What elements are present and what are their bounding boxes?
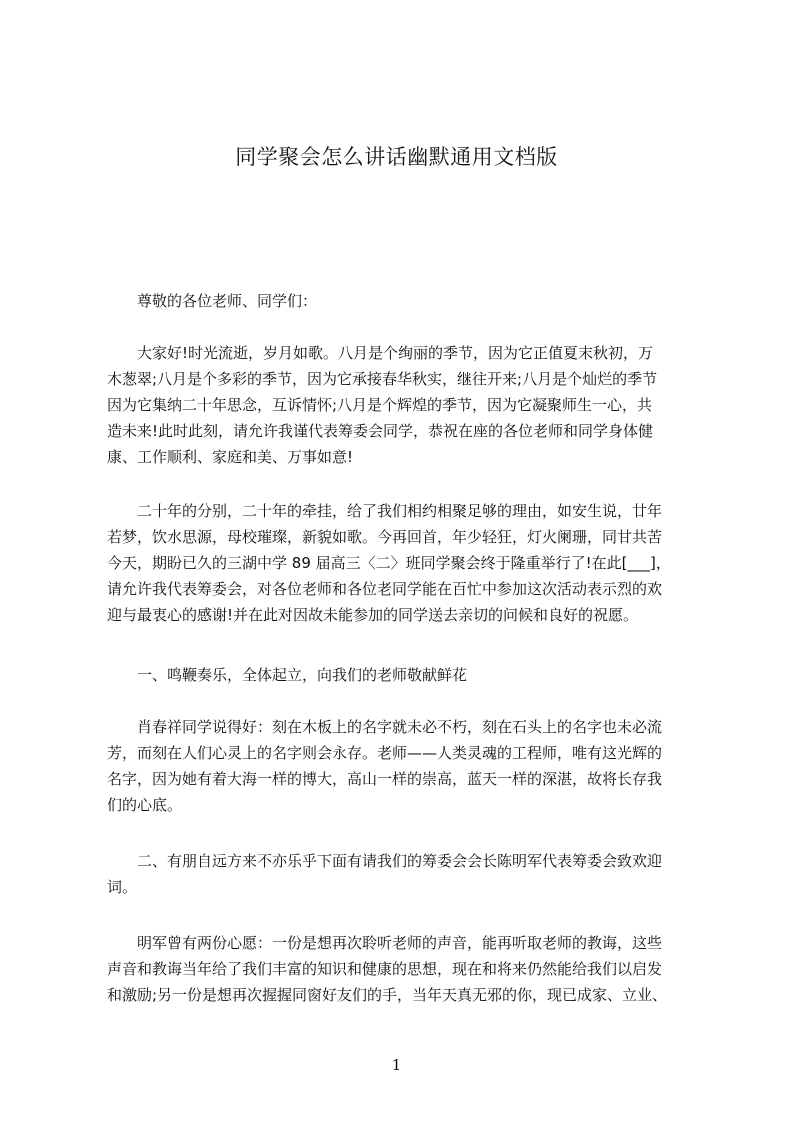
paragraph-line: 木葱翠;八月是个多彩的季节，因为它承接春华秋实，继往开来;八月是个灿烂的季节 [107, 370, 658, 388]
paragraph-line: 明军曾有两份心愿：一份是想再次聆听老师的声音，能再听取老师的教诲，这些 [137, 934, 663, 952]
paragraph-line: 名字，因为她有着大海一样的博大，高山一样的崇高，蓝天一样的深湛，故将长存我 [107, 770, 663, 788]
paragraph-4 [107, 930, 699, 1008]
section-heading-text: 二、有朋自远方来不亦乐乎下面有请我们的筹委会会长陈明军代表筹委会致欢迎 [137, 852, 663, 870]
paragraph-line: 因为它集纳二十年思念，互诉情怀;八月是个辉煌的季节，因为它凝聚师生一心，共 [107, 396, 653, 414]
page-number: 1 [391, 1056, 402, 1074]
paragraph-line: 请允许我代表筹委会，对各位老师和各位老同学能在百忙中参加这次活动表示烈的欢 [107, 580, 663, 598]
paragraph-line: 若梦，饮水思源，母校璀璨，新貌如歌。今再回首，年少轻狂，灯火阑珊，同甘共苦 [107, 528, 663, 546]
paragraph-line: 今天，期盼已久的三湖中学 89 届高三〈二〉班同学聚会终于隆重举行了!在此[___]， [107, 554, 671, 572]
paragraph-2 [107, 498, 699, 628]
paragraph-line: 造未来!此时此刻，请允许我谨代表筹委会同学，恭祝在座的各位老师和同学身体健 [107, 422, 654, 440]
salutation [107, 288, 699, 314]
paragraph-line: 芳，而刻在人们心灵上的名字则会永存。老师——人类灵魂的工程师，唯有这光辉的 [107, 744, 663, 762]
salutation-text: 尊敬的各位老师、同学们： [137, 292, 318, 310]
paragraph-line: 康、工作顺利、家庭和美、万事如意! [107, 448, 354, 466]
paragraph-line: 肖春祥同学说得好：刻在木板上的名字就未必不朽，刻在石头上的名字也未必流 [137, 718, 663, 736]
document-title: 同学聚会怎么讲话幽默通用文档版 [235, 145, 558, 169]
paragraph-line: 声音和教诲当年给了我们丰富的知识和健康的思想，现在和将来仍然能给我们以启发 [107, 960, 663, 978]
section-heading-2 [107, 848, 699, 900]
paragraph-line: 迎与最衷心的感谢!并在此对因故未能参加的同学送去亲切的问候和良好的祝愿。 [107, 606, 639, 624]
section-heading-text: 一、鸣鞭奏乐，全体起立，向我们的老师敬献鲜花 [137, 666, 468, 684]
section-heading-1 [107, 662, 699, 688]
paragraph-line: 大家好!时光流逝，岁月如歌。八月是个绚丽的季节，因为它正值夏末秋初，万 [137, 344, 654, 362]
paragraph-line: 二十年的分别，二十年的牵挂，给了我们相约相聚足够的理由，如安生说，廿年 [137, 502, 663, 520]
paragraph-1 [107, 340, 699, 470]
section-heading-text: 词。 [107, 878, 138, 896]
paragraph-line: 和激励;另一份是想再次握握同窗好友们的手，当年天真无邪的你，现已成家、立业、 [107, 986, 668, 1004]
paragraph-3 [107, 714, 699, 818]
paragraph-line: 们的心底。 [107, 796, 183, 814]
